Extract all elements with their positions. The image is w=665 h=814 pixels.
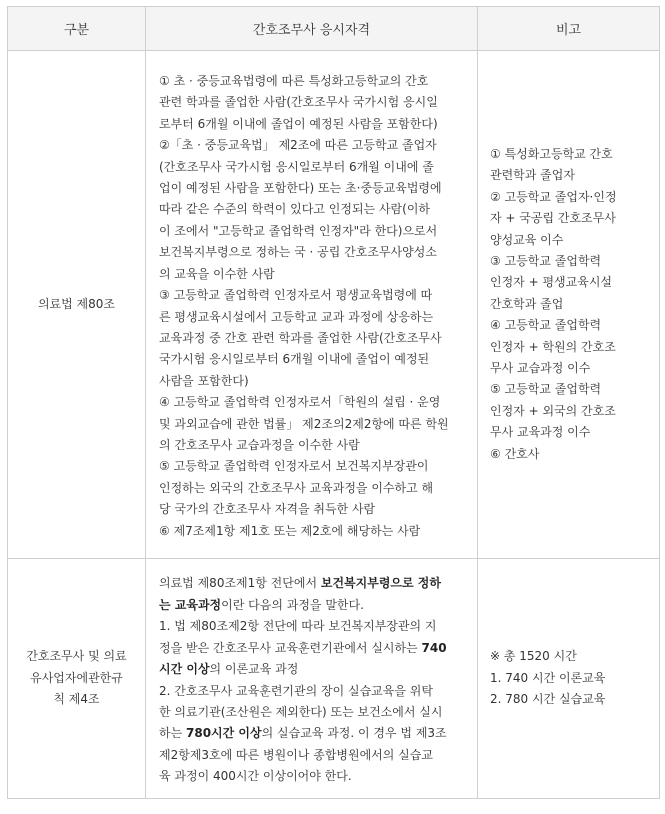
table-row xyxy=(8,51,660,559)
qualification-line: 의 간호조무사 교습과정을 이수한 사람 xyxy=(159,437,360,452)
note-line: 인정자 + 학원의 간호조 xyxy=(490,339,616,354)
header-qualification: 간호조무사 응시자격 xyxy=(146,7,478,51)
qualification-line: 이 조에서 "고등학교 졸업학력 인정자"라 한다)으로서 xyxy=(159,223,438,238)
category-line: 간호조무사 및 의료 xyxy=(26,649,127,664)
category-line: 칙 제4조 xyxy=(53,692,100,707)
table-header-row xyxy=(8,7,660,51)
qualification-line: 사람을 포함한다) xyxy=(159,373,249,388)
note-line: 자 + 국공립 간호조무사 xyxy=(490,211,616,226)
qualification-line: 육 과정이 400시간 이상이어야 한다. xyxy=(159,769,352,784)
qualification-line: 2. 간호조무사 교육훈련기관의 장이 실습교육을 위탁 xyxy=(159,683,433,698)
note-line: 간호학과 졸업 xyxy=(490,296,564,311)
note-line: ※ 총 1520 시간 xyxy=(490,649,577,664)
category-line: 유사업자에관한규 xyxy=(30,670,123,685)
qualification-line: 교육과정 중 간호 관련 학과를 졸업한 사람(간호조무사 xyxy=(159,330,442,345)
qualification-line: 로부터 6개월 이내에 졸업이 예정된 사람을 포함한다) xyxy=(159,116,438,131)
note-line: ① 특성화고등학교 간호 xyxy=(490,146,613,161)
note-line: 2. 780 시간 실습교육 xyxy=(490,692,606,707)
category-line: 의료법 제80조 xyxy=(37,296,116,311)
header-category: 구분 xyxy=(8,7,146,51)
qualification-line: 보건복지부령으로 정하는 국 · 공립 간호조무사양성소 xyxy=(159,245,437,260)
qualification-line: 의 교육을 이수한 사람 xyxy=(159,266,275,281)
note-line: 관련학과 졸업자 xyxy=(490,168,575,183)
qualification-line: 인정하는 외국의 간호조무사 교육과정을 이수하고 해 xyxy=(159,480,434,495)
note-line: 인정자 + 평생교육시설 xyxy=(490,275,613,290)
note-line: ③ 고등학교 졸업학력 xyxy=(490,253,602,268)
qualification-line: 제2항제3호에 따른 병원이나 종합병원에서의 실습교 xyxy=(159,747,433,762)
note-cell xyxy=(478,51,660,559)
note-line: ⑤ 고등학교 졸업학력 xyxy=(490,382,602,397)
qualification-table xyxy=(7,6,660,799)
qualification-line: ④ 고등학교 졸업학력 인정자로서「학원의 설립 · 운영 xyxy=(159,395,441,410)
category-cell xyxy=(8,51,146,559)
note-line: ② 고등학교 졸업자·인정 xyxy=(490,189,617,204)
qualification-cell xyxy=(146,559,478,799)
qualification-line: ① 초 · 중등교육법령에 따른 특성화고등학교의 간호 xyxy=(159,74,429,89)
qualification-line: 당 국가의 간호조무사 자격을 취득한 사람 xyxy=(159,502,376,517)
qualification-line: 는 교육과정이란 다음의 과정을 말한다. xyxy=(159,597,364,612)
qualification-line: 1. 법 제80조제2항 전단에 따라 보건복지부장관의 지 xyxy=(159,619,437,634)
qualification-line: ②「초 · 중등교육법」 제2조에 따른 고등학교 졸업자 xyxy=(159,138,437,153)
qualification-line: 시간 이상의 이론교육 과정 xyxy=(159,662,299,677)
qualification-line: 및 과외교습에 관한 법률」 제2조의2제2항에 따른 학원 xyxy=(159,416,449,431)
qualification-line: 업이 예정된 사람을 포함한다) 또는 초·중등교육법령에 xyxy=(159,181,442,196)
qualification-line: 정을 받은 간호조무사 교육훈련기관에서 실시하는 740 xyxy=(159,640,447,655)
qualification-line: ⑥ 제7조제1항 제1호 또는 제2호에 해당하는 사람 xyxy=(159,523,421,538)
table-row xyxy=(8,559,660,799)
category-cell xyxy=(8,559,146,799)
note-line: ⑥ 간호사 xyxy=(490,446,540,461)
note-line: 1. 740 시간 이론교육 xyxy=(490,670,606,685)
qualification-line: ⑤ 고등학교 졸업학력 인정자로서 보건복지부장관이 xyxy=(159,459,429,474)
qualification-line: 의료법 제80조제1항 전단에서 보건복지부령으로 정하 xyxy=(159,576,441,591)
qualification-line: 하는 780시간 이상의 실습교육 과정. 이 경우 법 제3조 xyxy=(159,726,447,741)
note-line: 양성교육 이수 xyxy=(490,232,564,247)
note-line: 인정자 + 외국의 간호조 xyxy=(490,403,616,418)
qualification-line: (간호조무사 국가시험 응시일로부터 6개월 이내에 졸 xyxy=(159,159,434,174)
note-line: 무사 교육과정 이수 xyxy=(490,425,591,440)
qualification-line: 따라 같은 수준의 학력이 있다고 인정되는 사람(이하 xyxy=(159,202,431,217)
qualification-line: 국가시험 응시일로부터 6개월 이내에 졸업이 예정된 xyxy=(159,352,430,367)
header-note: 비고 xyxy=(478,7,660,51)
qualification-line: 관련 학과를 졸업한 사람(간호조무사 국가시험 응시일 xyxy=(159,95,438,110)
note-cell xyxy=(478,559,660,799)
note-line: 무사 교습과정 이수 xyxy=(490,361,591,376)
note-line: ④ 고등학교 졸업학력 xyxy=(490,318,602,333)
qualification-cell xyxy=(146,51,478,559)
qualification-line: ③ 고등학교 졸업학력 인정자로서 평생교육법령에 따 xyxy=(159,288,433,303)
qualification-line: 한 의료기관(조산원은 제외한다) 또는 보건소에서 실시 xyxy=(159,704,443,719)
qualification-line: 른 평생교육시설에서 고등학교 교과 과정에 상응하는 xyxy=(159,309,434,324)
